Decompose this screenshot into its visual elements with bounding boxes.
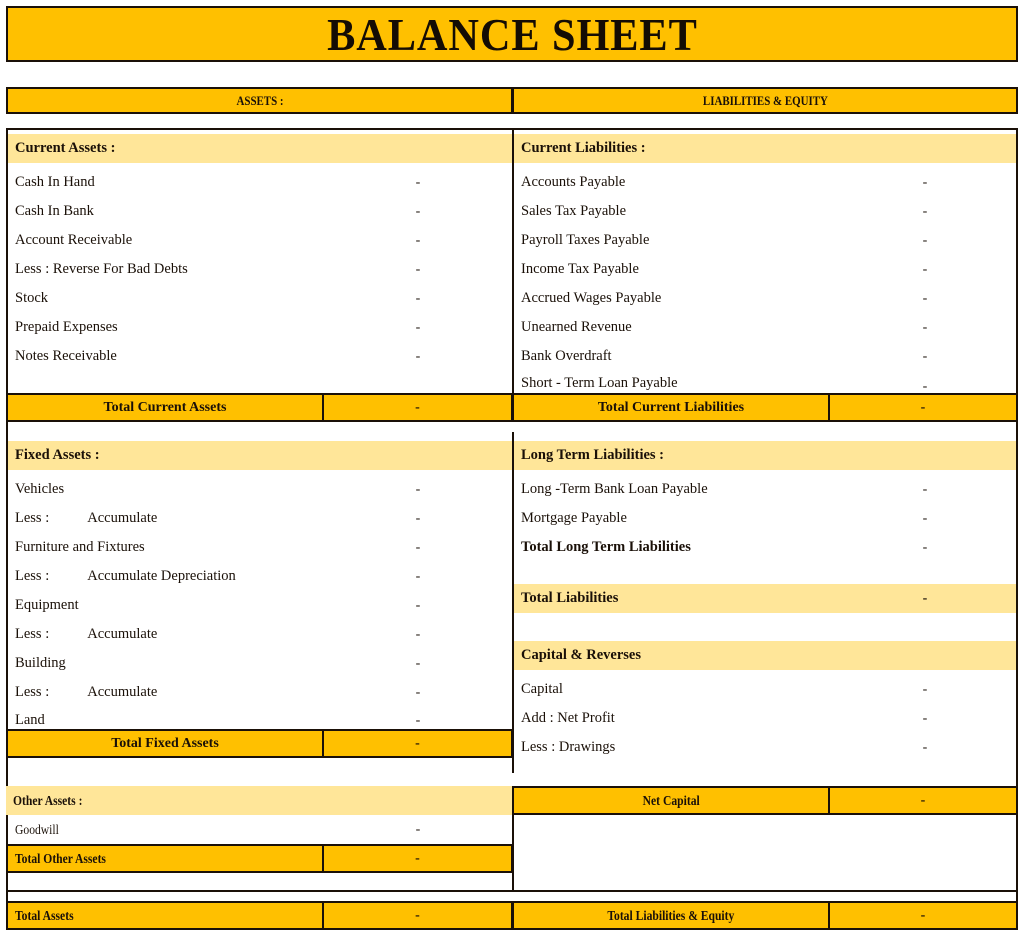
list-item xyxy=(8,284,338,313)
amount-cell xyxy=(370,562,466,591)
line-item-sublabel: Accumulate xyxy=(87,684,158,700)
total-fixed-assets-amount: - xyxy=(415,735,420,751)
amount-value: - xyxy=(415,597,421,613)
amount-cell xyxy=(370,255,466,284)
amount-cell xyxy=(370,620,466,649)
amount-cell xyxy=(370,649,466,678)
amount-value: - xyxy=(922,378,928,394)
total-fixed-assets-row xyxy=(6,729,324,758)
amount-value: - xyxy=(922,203,928,219)
section-header-current-liabilities xyxy=(514,134,1016,163)
net-capital-amount: - xyxy=(920,792,926,808)
line-item-label: Cash In Bank xyxy=(15,203,94,219)
grand-total-liabilities-equity-amount-cell xyxy=(828,901,1018,930)
total-liabilities-amount: - xyxy=(922,590,928,606)
total-current-assets-amount-cell xyxy=(322,393,513,422)
amount-cell xyxy=(877,504,973,533)
amount-value: - xyxy=(415,174,421,190)
list-item xyxy=(8,342,338,371)
amount-cell xyxy=(877,675,973,704)
line-item-label: Payroll Taxes Payable xyxy=(521,232,650,248)
line-item-label: Prepaid Expenses xyxy=(15,319,118,335)
amount-value: - xyxy=(415,539,421,555)
grand-total-liabilities-equity-amount: - xyxy=(920,907,926,923)
amount-value: - xyxy=(922,261,928,277)
list-item xyxy=(8,533,348,562)
amount-cell xyxy=(877,704,973,733)
line-item-label: Vehicles xyxy=(15,481,65,497)
total-other-assets-amount-cell xyxy=(322,844,513,873)
list-item xyxy=(514,197,844,226)
page-title: BALANCE SHEET xyxy=(326,8,698,60)
rule-below-headers xyxy=(6,128,1018,130)
total-fixed-assets-label: Total Fixed Assets xyxy=(111,735,219,751)
line-item-label: Equipment xyxy=(15,597,79,613)
line-item-label: Add : Net Profit xyxy=(521,710,615,726)
list-item xyxy=(514,226,844,255)
line-item-label: Income Tax Payable xyxy=(521,261,639,277)
section-header-current-liabilities-label: Current Liabilities : xyxy=(521,140,646,156)
list-item xyxy=(8,226,338,255)
amount-value: - xyxy=(415,821,421,837)
line-item-label: Cash In Hand xyxy=(15,174,95,190)
line-item-label: Unearned Revenue xyxy=(521,319,632,335)
line-item-label: Building xyxy=(15,655,66,671)
total-fixed-assets-amount-cell xyxy=(322,729,513,758)
line-item-sublabel: Accumulate Depreciation xyxy=(87,568,236,584)
amount-cell xyxy=(877,226,973,255)
amount-cell xyxy=(370,313,466,342)
document-title-bar xyxy=(6,6,1018,62)
line-item-label: Bank Overdraft xyxy=(521,348,612,364)
line-item-label: Less : xyxy=(15,510,50,526)
line-item-label: Long -Term Bank Loan Payable xyxy=(521,481,708,497)
amount-value: - xyxy=(415,290,421,306)
section-header-fixed-assets xyxy=(8,441,512,470)
line-item-label: Less : xyxy=(15,684,50,700)
line-item-sublabel: Accumulate xyxy=(87,626,158,642)
amount-cell xyxy=(877,342,973,371)
amount-value: - xyxy=(415,261,421,277)
total-current-liabilities-row xyxy=(512,393,830,422)
list-item xyxy=(8,197,338,226)
amount-cell xyxy=(370,168,466,197)
line-item-label: Mortgage Payable xyxy=(521,510,627,526)
amount-cell xyxy=(370,591,466,620)
list-item xyxy=(514,342,844,371)
amount-cell xyxy=(370,342,466,371)
amount-cell xyxy=(370,533,466,562)
grand-total-assets-amount-cell xyxy=(322,901,513,930)
amount-value: - xyxy=(415,684,421,700)
amount-cell xyxy=(877,255,973,284)
rule-above-grand-total xyxy=(6,890,1018,892)
section-header-capital-reverses-label: Capital & Reverses xyxy=(521,647,642,663)
list-item xyxy=(514,284,844,313)
total-current-assets-label: Total Current Assets xyxy=(103,399,227,415)
amount-value: - xyxy=(415,203,421,219)
amount-cell xyxy=(877,284,973,313)
amount-value: - xyxy=(415,510,421,526)
list-item xyxy=(8,313,338,342)
list-item xyxy=(8,649,348,678)
line-item-label: Short - Term Loan Payable xyxy=(521,375,678,391)
amount-value: - xyxy=(415,626,421,642)
grand-total-assets-label: Total Assets xyxy=(15,907,74,923)
column-header-liabilities-equity xyxy=(512,87,1018,114)
amount-cell xyxy=(370,284,466,313)
list-item xyxy=(514,475,844,504)
amount-value: - xyxy=(922,174,928,190)
amount-cell xyxy=(370,226,466,255)
amount-value: - xyxy=(415,712,421,728)
line-item-sublabel: Accumulate xyxy=(87,510,158,526)
line-item-label: Sales Tax Payable xyxy=(521,203,627,219)
line-item-label: Land xyxy=(15,712,45,728)
list-item xyxy=(8,255,338,284)
amount-cell xyxy=(877,733,973,762)
line-item-label: Total Long Term Liabilities xyxy=(521,539,691,555)
grand-total-liabilities-equity-row xyxy=(512,901,830,930)
section-header-fixed-assets-label: Fixed Assets : xyxy=(15,447,100,463)
amount-cell xyxy=(877,197,973,226)
line-item-label: Less : xyxy=(15,626,50,642)
section-header-other-assets xyxy=(6,786,512,815)
list-item xyxy=(514,704,844,733)
line-item-label: Notes Receivable xyxy=(15,348,117,364)
section-header-long-term-liabilities-label: Long Term Liabilities : xyxy=(521,447,665,463)
amount-cell xyxy=(877,313,973,342)
line-item-label: Less : xyxy=(15,568,50,584)
amount-cell xyxy=(877,168,973,197)
net-capital-row xyxy=(512,786,830,815)
line-item-label: Furniture and Fixtures xyxy=(15,539,145,555)
line-item-label: Capital xyxy=(521,681,563,697)
list-item xyxy=(8,678,348,707)
total-liabilities-amount-cell xyxy=(877,584,973,613)
amount-value: - xyxy=(415,319,421,335)
list-item xyxy=(8,504,348,533)
amount-value: - xyxy=(922,348,928,364)
amount-value: - xyxy=(415,348,421,364)
section-header-current-assets xyxy=(8,134,512,163)
amount-value: - xyxy=(922,510,928,526)
amount-value: - xyxy=(922,539,928,555)
grand-total-liabilities-equity-label: Total Liabilities & Equity xyxy=(607,907,735,923)
total-liabilities-label: Total Liabilities xyxy=(521,590,619,606)
list-item xyxy=(514,675,844,704)
line-item-label: Stock xyxy=(15,290,49,306)
line-item-label: Goodwill xyxy=(15,821,59,837)
amount-cell xyxy=(370,475,466,504)
list-item xyxy=(8,591,348,620)
column-header-assets xyxy=(6,87,513,114)
column-header-liabilities-label: LIABILITIES & EQUITY xyxy=(702,92,828,108)
amount-value: - xyxy=(922,681,928,697)
list-item xyxy=(514,733,844,762)
total-other-assets-amount: - xyxy=(415,850,420,866)
total-other-assets-row xyxy=(6,844,324,873)
net-capital-label: Net Capital xyxy=(642,792,700,808)
line-item-label: Accrued Wages Payable xyxy=(521,290,662,306)
list-item xyxy=(8,475,348,504)
amount-cell xyxy=(877,533,973,562)
list-item xyxy=(8,620,348,649)
list-item-total-long-term xyxy=(514,533,844,562)
line-item-label: Less : Drawings xyxy=(521,739,616,755)
section-header-capital-reverses xyxy=(514,641,1016,670)
section-header-current-assets-label: Current Assets : xyxy=(15,140,116,156)
grand-total-assets-amount: - xyxy=(415,907,420,923)
amount-cell xyxy=(877,475,973,504)
line-item-label: Account Receivable xyxy=(15,232,133,248)
amount-cell xyxy=(370,815,466,844)
net-capital-amount-cell xyxy=(828,786,1018,815)
amount-value: - xyxy=(415,568,421,584)
amount-cell xyxy=(370,197,466,226)
amount-value: - xyxy=(922,739,928,755)
section-header-other-assets-label: Other Assets : xyxy=(13,792,83,808)
section-header-long-term-liabilities xyxy=(514,441,1016,470)
line-item-label: Less : Reverse For Bad Debts xyxy=(15,261,188,277)
list-item xyxy=(8,815,338,844)
total-current-liabilities-amount: - xyxy=(920,399,926,415)
amount-value: - xyxy=(415,481,421,497)
list-item xyxy=(514,255,844,284)
list-item xyxy=(514,313,844,342)
amount-value: - xyxy=(922,710,928,726)
amount-cell xyxy=(370,504,466,533)
list-item xyxy=(8,562,348,591)
amount-value: - xyxy=(922,232,928,248)
amount-value: - xyxy=(415,655,421,671)
total-current-liabilities-label: Total Current Liabilities xyxy=(597,399,745,415)
list-item xyxy=(8,168,338,197)
amount-value: - xyxy=(922,290,928,306)
amount-value: - xyxy=(922,319,928,335)
list-item xyxy=(514,168,844,197)
list-item xyxy=(514,504,844,533)
amount-cell xyxy=(370,678,466,707)
total-current-assets-row xyxy=(6,393,324,422)
total-other-assets-label: Total Other Assets xyxy=(15,850,106,866)
column-header-assets-label: ASSETS : xyxy=(235,92,284,108)
amount-value: - xyxy=(415,232,421,248)
grand-total-assets-row xyxy=(6,901,324,930)
total-current-assets-amount: - xyxy=(415,399,420,415)
amount-value: - xyxy=(922,481,928,497)
total-current-liabilities-amount-cell xyxy=(828,393,1018,422)
line-item-label: Accounts Payable xyxy=(521,174,626,190)
